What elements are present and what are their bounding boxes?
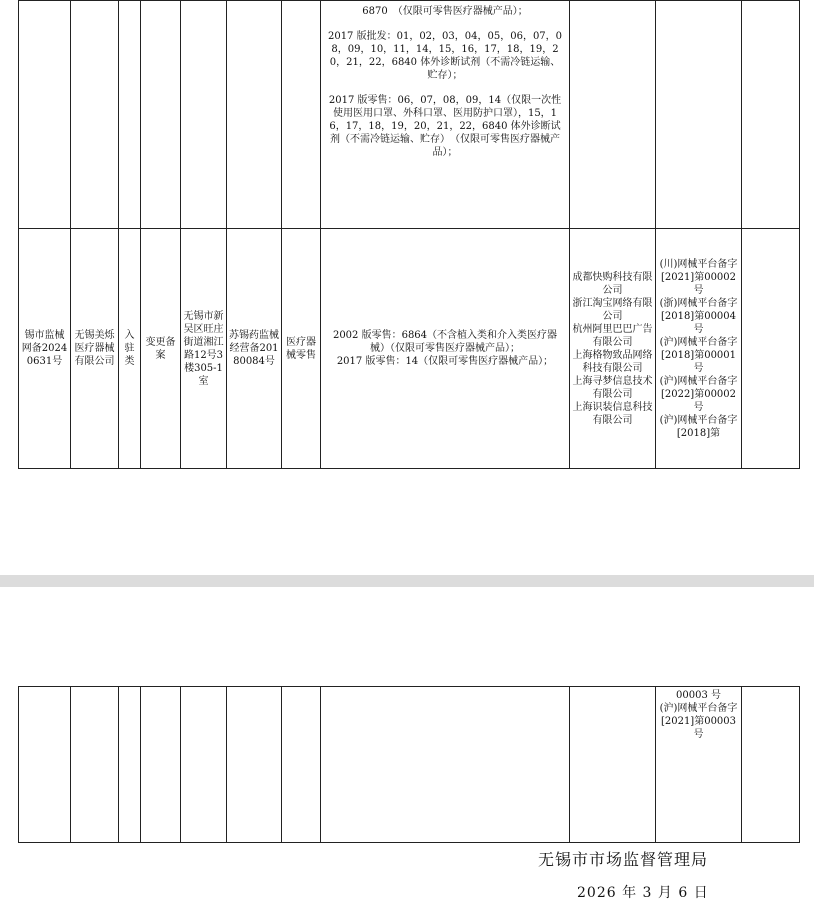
continued-row [19, 1, 800, 229]
table-row [19, 687, 800, 843]
category-cell: 入驻类 [119, 229, 141, 469]
filing-table-page-1 [18, 0, 800, 469]
record-no-cell [19, 1, 71, 229]
business-mode-cell [282, 1, 321, 229]
license-cell [227, 1, 282, 229]
record-type-cell [141, 1, 181, 229]
business-mode-cell [282, 687, 321, 843]
scope-paragraph-1: 6870 （仅限可零售医疗器械产品）； [362, 6, 528, 17]
table-row [19, 229, 800, 469]
address-cell: 无锡市新吴区旺庄街道湘江路12号3楼305-1室 [181, 229, 227, 469]
category-cell [119, 1, 141, 229]
remarks-cell [742, 1, 800, 229]
issuing-agency: 无锡市市场监督管理局 [538, 850, 709, 869]
platform-record-nos-cell: (川)网械平台备字[2021]第00002 号 (浙)网械平台备字[2018]第00004 号 (沪)网械平台备字[2018]第00001 号 (沪)网械平台备字[2022]第00002 号 (沪)网械平台备字[2018]第 [656, 229, 742, 469]
license-no-cell: 苏锡药监械经营备20180084号 [227, 229, 282, 469]
issue-date: 2026 年 3 月 6 日 [577, 885, 709, 901]
record-type-cell: 变更备案 [141, 229, 181, 469]
business-scope-cell [321, 687, 570, 843]
business-mode-cell: 医疗器械零售 [282, 229, 321, 469]
business-scope-cell [321, 1, 570, 229]
record-type-cell [141, 687, 181, 843]
license-cell [227, 687, 282, 843]
category-cell [119, 687, 141, 843]
platform-record-nos-cell: 00003 号 (沪)网械平台备字[2021]第00003 号 [656, 687, 742, 843]
address-cell [181, 1, 227, 229]
platform-cell [570, 1, 656, 229]
platform-cell [570, 687, 656, 843]
platform-record-cell [656, 1, 742, 229]
scope-paragraph-3: 2017 版零售：06，07，08，09，14（仅限一次性使用医用口罩、外科口罩、医用防护口罩），15，16，17，18，19，20，21，22，6840 体外诊断试剂（不需冷链运输、贮存） （仅限可零售医疗器械产品）； [328, 95, 562, 158]
company-cell [71, 1, 119, 229]
address-cell [181, 687, 227, 843]
filing-table-page-2 [18, 686, 800, 843]
remarks-cell [742, 687, 800, 843]
company-cell [71, 687, 119, 843]
business-scope-cell: 2002 版零售：6864（不含植入类和介入类医疗器械）（仅限可零售医疗器械产品）； 2017 版零售：14（仅限可零售医疗器械产品）； [321, 229, 570, 469]
record-no-cell: 锡市监械网备20240631号 [19, 229, 71, 469]
remarks-cell [742, 229, 800, 469]
platform-names-cell: 成都快购科技有限公司 浙江淘宝网络有限公司 杭州阿里巴巴广告有限公司 上海格物致品网络科技有限公司 上海寻梦信息技术有限公司 上海识装信息科技有限公司 [570, 229, 656, 469]
company-name-cell: 无锡美烁医疗器械有限公司 [71, 229, 119, 469]
scope-paragraph-2: 2017 版批发：01，02，03，04，05，06，07，08，09，10，11，14，15，16，17，18，19，20，21，22，6840 体外诊断试剂（不需冷链运输、贮存）； [327, 31, 563, 81]
page-separator [0, 575, 814, 587]
record-no-cell [19, 687, 71, 843]
